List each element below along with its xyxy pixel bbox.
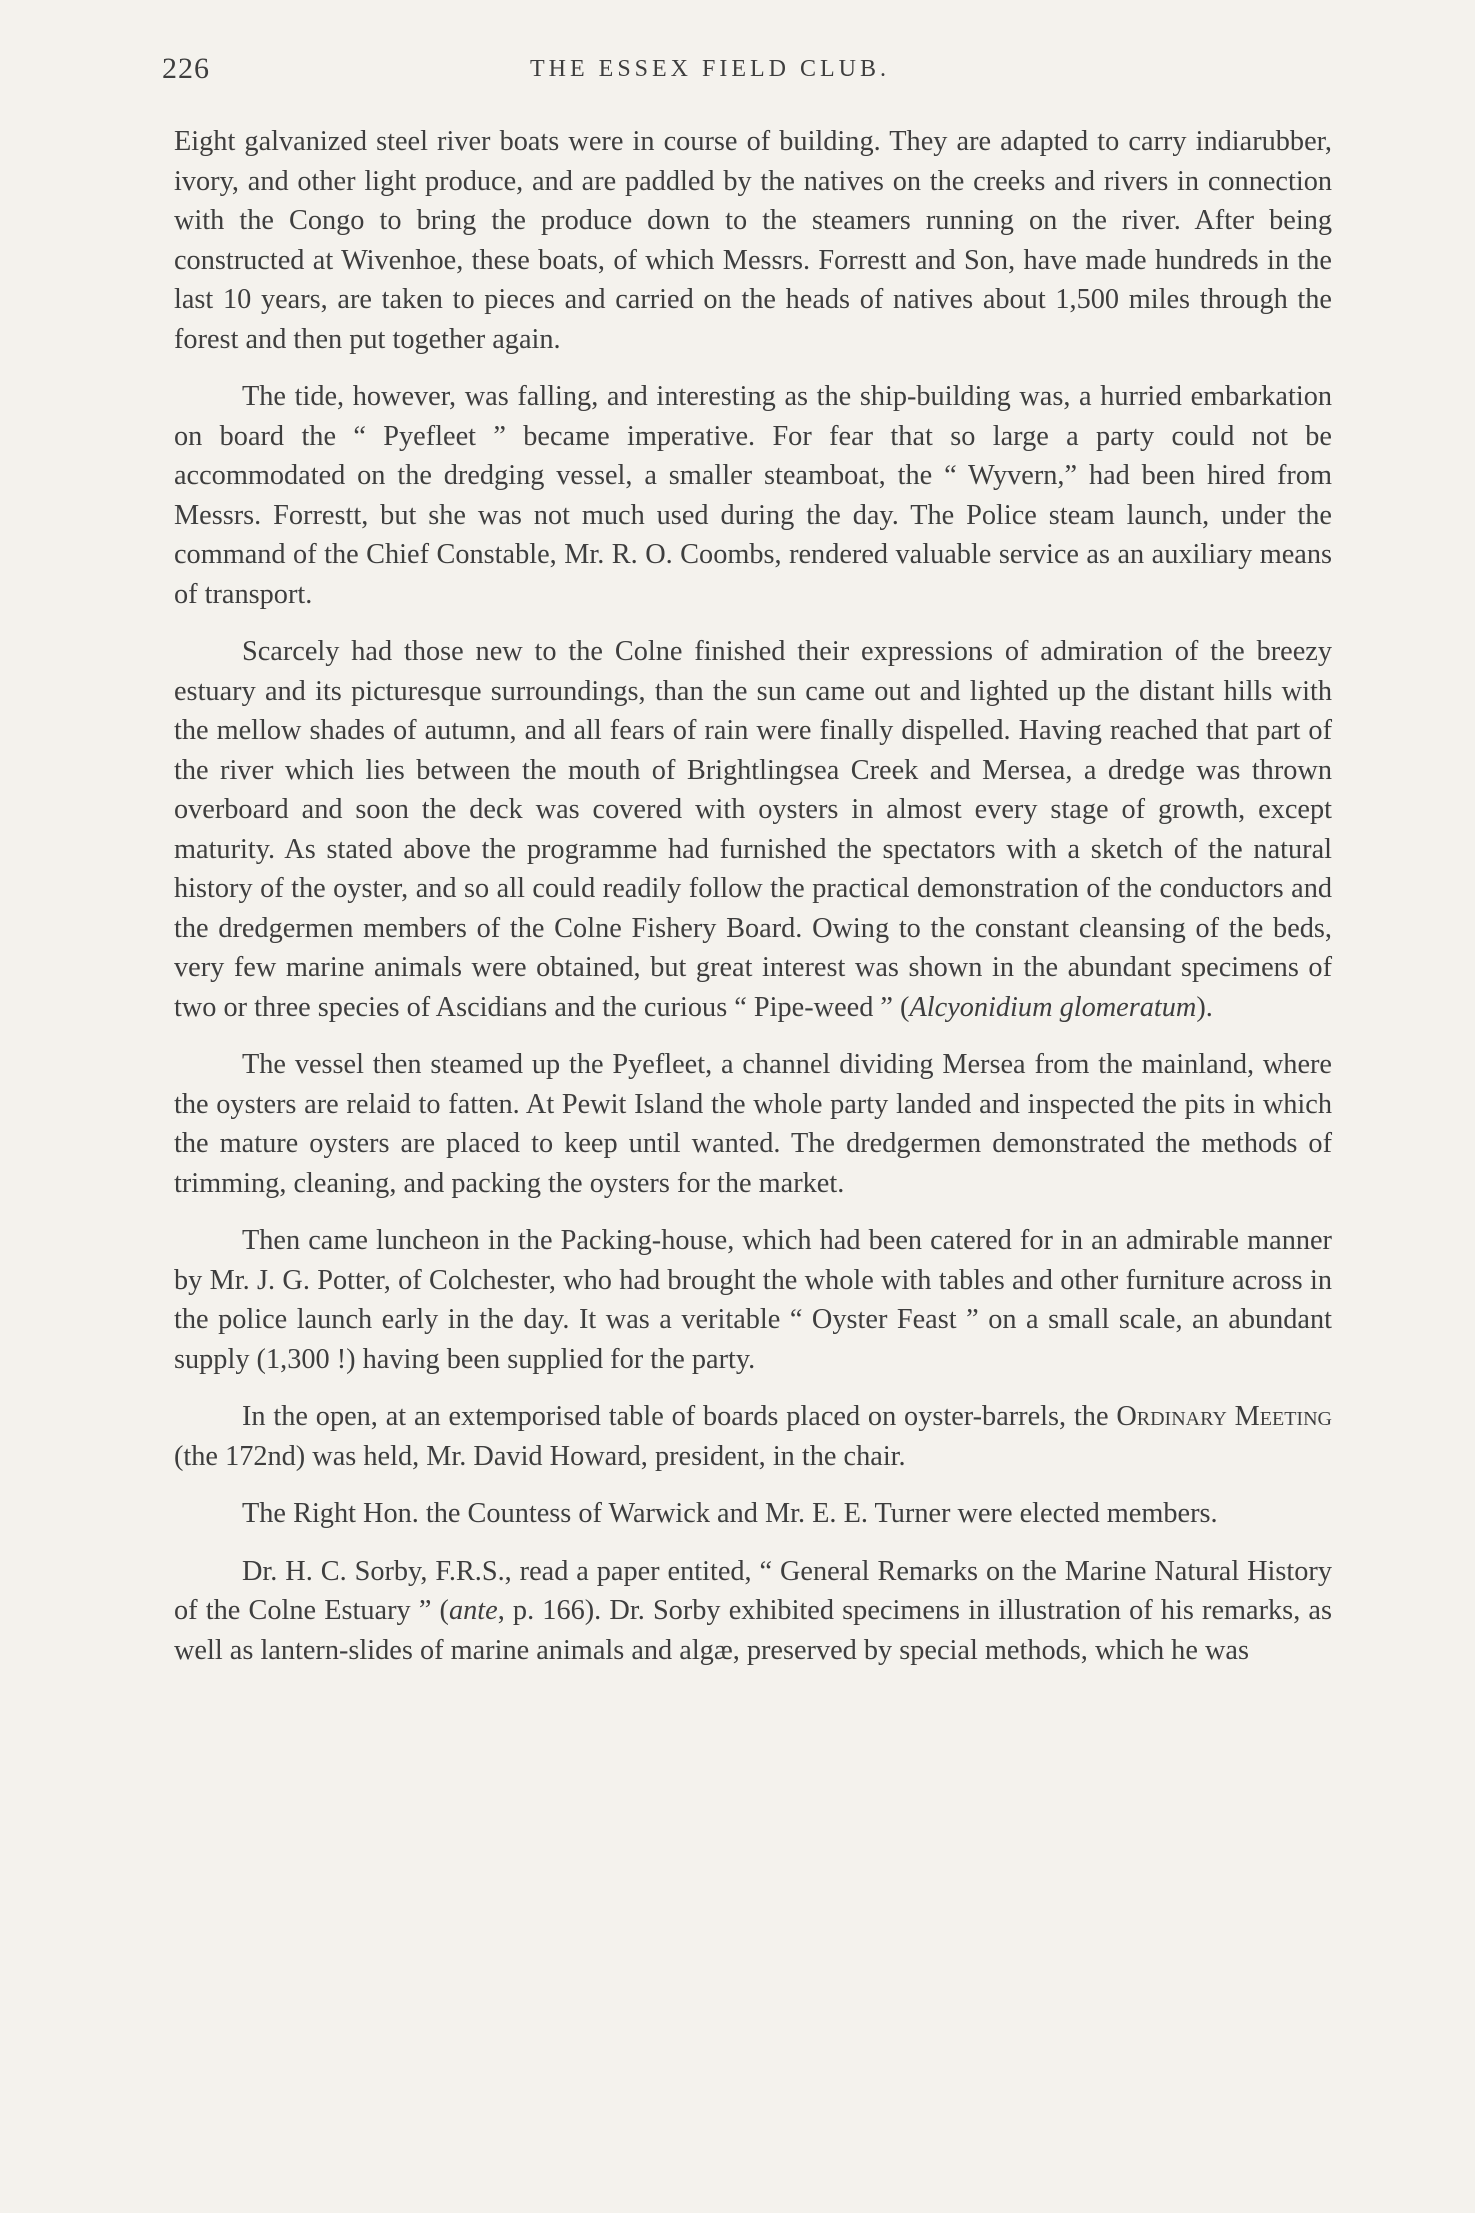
meeting-text: In the open, at an extemporised table of boards placed on oyster-barrels, the [242, 1401, 1117, 1432]
dredging-text: Scarcely had those new to the Colne finished their expressions of admiration of the breezy estuary and its picturesque surroundings, than the sun came out and lighted up the distant hills with the mellow shades of autumn, and all fears of rain were finally dispelled. Having reached that part of the river which lies between the mouth of Brightlingsea Creek and Mersea, a dredge was thrown overboard and soon the deck was covered with oysters in almost every stage of growth, except maturity. As stated above the programme had furnished the spectators with a sketch of the natural history of the oyster, and so all could readily follow the practical demonstration of the conductors and the dredgermen members of the Colne Fishery Board. Owing to the constant cleansing of the beds, very few marine animals were obtained, but great interest was shown in the abundant specimens of two or three species of Ascidians and the curious “ Pipe-weed ” ( [174, 636, 1332, 1023]
paragraph-sorby [174, 1552, 1332, 1671]
sorby-text-end: , p. 166). Dr. Sorby exhibited specimens in illustration of his remarks, as well as lantern-slides of marine animals and algæ, preserved by special methods, which he was [174, 1595, 1332, 1666]
paragraph-pyefleet: The vessel then steamed up the Pyefleet, a channel dividing Mersea from the mainland, where the oysters are relaid to fatten. At Pewit Island the whole party landed and inspected the pits in which the mature oysters are placed to keep until wanted. The dredgermen demonstrated the methods of trimming, cleaning, and packing the oysters for the market. [174, 1049, 1332, 1199]
page-header [160, 52, 1330, 92]
running-head: THE ESSEX FIELD CLUB. [530, 56, 890, 82]
body-text [174, 122, 1332, 1678]
paragraph-meeting [174, 1397, 1332, 1476]
dredging-text-end: ). [1196, 991, 1213, 1023]
species-name: Alcyonidium glomeratum [909, 991, 1197, 1023]
paragraph-luncheon: Then came luncheon in the Packing-house, which had been catered for in an admirable manner by Mr. J. G. Potter, of Colchester, who had brought the whole with tables and other furniture across in the police launch early in the day. It was a veritable “ Oyster Feast ” on a small scale, an abundant supply (1,300 !) having been supplied for the party. [174, 1225, 1332, 1375]
meeting-text-end: (the 172nd) was held, Mr. David Howard, president, in the chair. [174, 1440, 906, 1472]
paragraph-embarkation: The tide, however, was falling, and interesting as the ship-building was, a hurried embarkation on board the “ Pyefleet ” became imperative. For fear that so large a party could not be accommodated on the dredging vessel, a smaller steamboat, the “ Wyvern,” had been hired from Messrs. Forrestt, but she was not much used during the day. The Police steam launch, under the command of the Chief Constable, Mr. R. O. Coombs, rendered valuable service as an auxiliary means of transport. [174, 381, 1332, 610]
paragraph-dredging [174, 632, 1332, 1027]
ordinary-meeting-label: Ordinary Meeting [1116, 1401, 1332, 1432]
ante-reference: ante [448, 1595, 498, 1626]
page-number: 226 [162, 52, 210, 85]
paragraph-members: The Right Hon. the Countess of Warwick and Mr. E. E. Turner were elected members. [242, 1498, 1218, 1529]
paragraph-boats: Eight galvanized steel river boats were in course of building. They are adapted to carry indiarubber, ivory, and other light produce, and are paddled by the natives on the creeks and rivers in connection with the Congo to bring the produce down to the steamers running on the river. After being constructed at Wivenhoe, these boats, of which Messrs. Forrestt and Son, have made hundreds in the last 10 years, are taken to pieces and carried on the heads of natives about 1,500 miles through the forest and then put together again. [174, 126, 1332, 355]
sorby-text: Dr. H. C. Sorby, F.R.S., read a paper entited, “ General Remarks on the Marine Natural History of the Colne Estuary ” ( [174, 1555, 1332, 1626]
